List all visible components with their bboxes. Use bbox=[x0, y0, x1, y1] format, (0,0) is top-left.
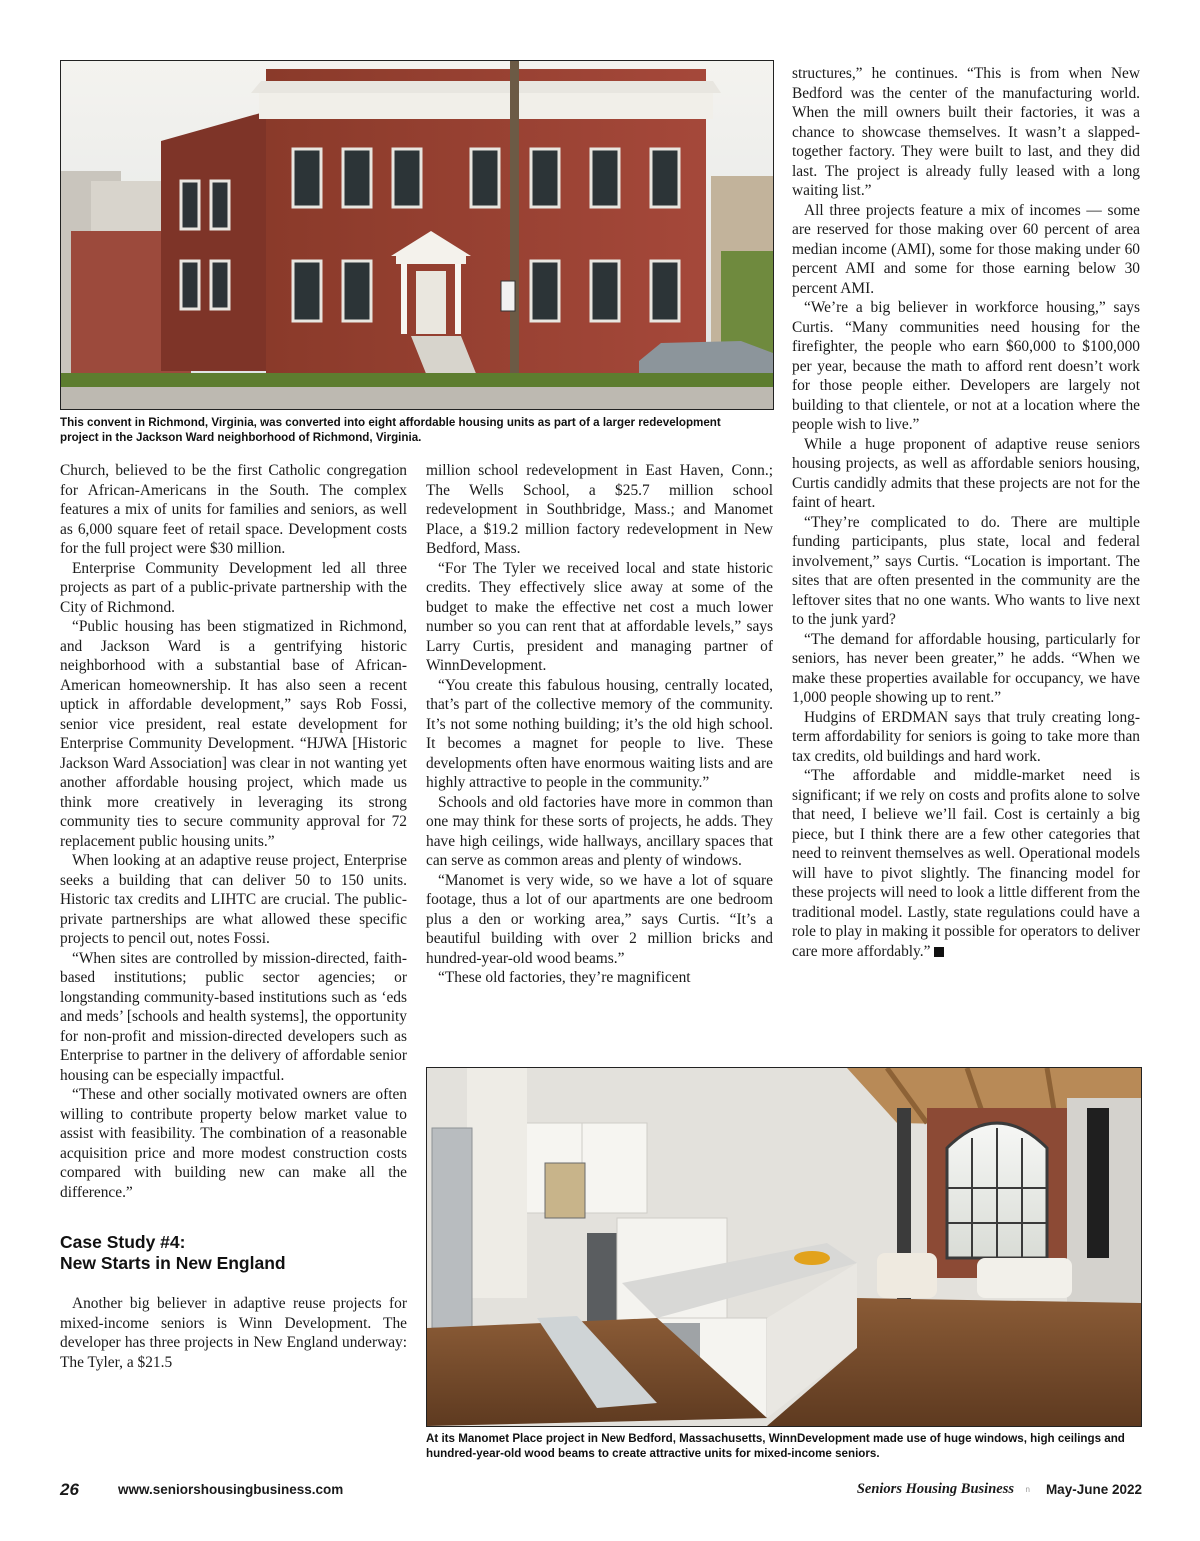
paragraph: Schools and old factories have more in common than one may think for these sorts of projects, he adds. They have high ceilings, wide hallways, ancillary spaces that can serve as common areas and plenty of windows. bbox=[426, 793, 773, 869]
article-column-3 bbox=[792, 64, 1140, 961]
paragraph: “Public housing has been stigmatized in Richmond, and Jackson Ward is a gentrifying historic neighborhood with a substantial base of African-American homeownership. It has also seen a recent uptick in affordable development,” says Rob Fossi, senior vice president, real estate development for Enterprise Community Development. “HJWA [Historic Jackson Ward Association] was clear in not wanting yet another affordable housing project, which made us think more creatively in leveraging its strong community ties to secure community approval for 72 replacement public housing units.” bbox=[60, 618, 407, 850]
paragraph: “You create this fabulous housing, centrally located, that’s part of the collective memory of the community. It’s not some nothing building; it’s the old high school. It becomes a magnet for people to live. These developments often have enormous waiting lists and are highly attractive to people in the community.” bbox=[426, 676, 773, 791]
paragraph: “The demand for affordable housing, particularly for seniors, has never been greater,” he adds. “When we make these properties available for occupancy, we have 1,000 people showing up to rent.” bbox=[792, 630, 1140, 706]
article-column-2 bbox=[426, 461, 773, 988]
paragraph: “We’re a big believer in workforce housing,” says Curtis. “Many communities need housing for the firefighter, the people who earn $60,000 to $100,000 per year, because the math to afford rent doesn’t work for those people either. Developers are largely not building to that clientele, or not at a location where the people wish to live.” bbox=[792, 299, 1140, 433]
convent-photo-graphic bbox=[61, 61, 773, 409]
paragraph: While a huge proponent of adaptive reuse seniors housing projects, as well as affordable seniors housing, Curtis candidly admits that these projects are not for the faint of heart. bbox=[792, 435, 1140, 511]
manomet-photo-caption: At its Manomet Place project in New Bedford, Massachusetts, WinnDevelopment made use of huge windows, high ceilings and hundred-year-old wood beams to create attractive units for mixed-income seniors. bbox=[426, 1432, 1125, 1460]
convent-photo bbox=[60, 60, 774, 410]
paragraph: “Manomet is very wide, so we have a lot of square footage, thus a lot of our apartments are one bedroom plus a den or working area,” says Curtis. “It’s a beautiful building with over 2 million bricks and hundred-year-old wood beams.” bbox=[426, 871, 773, 967]
convent-photo-caption: This convent in Richmond, Virginia, was converted into eight affordable housing units as part of a larger redevelopment project in the Jackson Ward neighborhood of Richmond, Virginia. bbox=[60, 416, 721, 444]
manomet-interior-photo-graphic bbox=[427, 1068, 1141, 1426]
paragraph: structures,” he continues. “This is from when New Bedford was the center of the manufacturing world. When the mill owners built their factories, it was a chance to showcase themselves. It wasn’t a slapped-together factory. They were built to last, and they did last. The project is already fully leased with a long waiting list.” bbox=[792, 65, 1140, 199]
page-number: 26 bbox=[60, 1480, 79, 1499]
final-paragraph-text: “The affordable and middle-market need is significant; if we rely on costs and profits alone to solve that need, I believe we’ll fail. Cost is certainly a big piece, but I think there are a few other categories that need to reinvent themselves as well. Operational models will have to pivot slightly. The financing model for these projects will need to look a little different from the traditional model. Lastly, state regulations could have a role to play in making it possible for operators to deliver care more affordably.” bbox=[792, 767, 1140, 960]
paragraph: Enterprise Community Development led all three projects as part of a public-private partnership with the City of Richmond. bbox=[60, 559, 407, 616]
paragraph-final bbox=[792, 766, 1140, 961]
paragraph: All three projects feature a mix of incomes — some are reserved for those making over 60 percent of area median income (AMI), some for those making under 60 percent AMI and some for those earning below 30 percent AMI. bbox=[792, 201, 1140, 297]
website-url: www.seniorshousingbusiness.com bbox=[118, 1482, 344, 1497]
paragraph: When looking at an adaptive reuse project, Enterprise seeks a building that can deliver 50 to 150 units. Historic tax credits and LIHTC are crucial. The public-private partnerships are what allowed these specific projects to pencil out, notes Fossi. bbox=[60, 852, 407, 947]
section-heading-line-2: New Starts in New England bbox=[60, 1253, 286, 1273]
paragraph: Church, believed to be the first Catholic congregation for African-Americans in the South. The complex features a mix of units for families and seniors, as well as 6,000 square feet of retail space. Development costs for the full project were $30 million. bbox=[60, 462, 407, 557]
section-heading-line-1: Case Study #4: bbox=[60, 1232, 186, 1252]
publication-name: Seniors Housing Business bbox=[856, 1481, 1014, 1497]
footer-separator: n bbox=[1025, 1485, 1030, 1494]
manomet-interior-photo bbox=[426, 1067, 1142, 1427]
article-column-1 bbox=[60, 461, 407, 1372]
end-of-article-square-icon bbox=[934, 947, 944, 957]
paragraph: “For The Tyler we received local and state historic credits. They effectively slice away at some of the budget to make the effective net cost a much lower number so you can rent that at affordable levels,” says Larry Curtis, president and managing partner of WinnDevelopment. bbox=[426, 559, 773, 674]
paragraph: “When sites are controlled by mission-directed, faith-based institutions; public sector agencies; or longstanding community-based institutions such as ‘eds and meds’ [schools and health systems], the opportunity for non-profit and mission-directed developers such as Enterprise to partner in the delivery of affordable senior housing can be especially impactful. bbox=[60, 949, 407, 1084]
page-footer bbox=[60, 1480, 1142, 1502]
issue-date: May-June 2022 bbox=[1045, 1482, 1142, 1497]
paragraph: “These old factories, they’re magnificent bbox=[438, 969, 691, 986]
paragraph: Hudgins of ERDMAN says that truly creating long-term affordability for seniors is going to take more than tax credits, old buildings and hard work. bbox=[792, 708, 1140, 765]
section-heading bbox=[60, 1232, 407, 1274]
paragraph: million school redevelopment in East Haven, Conn.; The Wells School, a $25.7 million school redevelopment in Southbridge, Mass.; and Manomet Place, a $19.2 million factory redevelopment in New Bedford, Mass. bbox=[426, 462, 773, 557]
paragraph: “They’re complicated to do. There are multiple funding participants, plus state, local and federal involvement,” says Curtis. “Location is important. The sites that are often presented in the community are the leftover sites that no one wants. Who wants to live next to the junk yard? bbox=[792, 513, 1140, 628]
paragraph: Another big believer in adaptive reuse projects for mixed-income seniors is Winn Development. The developer has three projects in New England underway: The Tyler, a $21.5 bbox=[60, 1295, 407, 1371]
paragraph: “These and other socially motivated owners are often willing to contribute property below market value to assist with feasibility. The combination of a reasonable acquisition price and more modest construction costs compared with building new can make all the difference.” bbox=[60, 1086, 407, 1201]
